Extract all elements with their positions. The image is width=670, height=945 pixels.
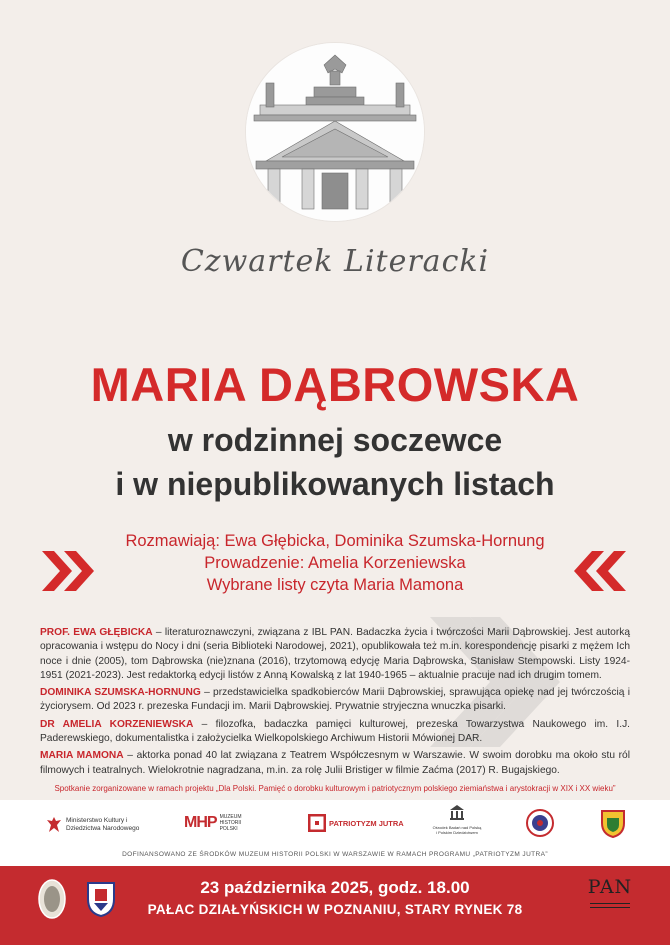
bio-name: DR AMELIA KORZENIEWSKA: [40, 718, 194, 730]
bio-paragraph: [40, 686, 630, 715]
bio-paragraph: [40, 626, 630, 683]
event-date: 23 października 2025, godz. 18.00: [200, 878, 470, 897]
mhp-text: MUZEUM HISTORII POLSKI: [219, 814, 242, 832]
patriotyzm-jutra-logo: [308, 814, 404, 832]
event-subtitle-line-1: w rodzinnej soczewce: [167, 422, 503, 458]
ministry-logo-text: Ministerstwo Kultury i Dziedzictwa Narodowego: [66, 817, 140, 832]
bio-text: – aktorka ponad 40 lat związana z Teatrem Współczesnym w Warszawie. W swoim dorobku ma około stu ról filmowych i teatralnych. Wielokrotnie nagradzana, m.in. za rolę Julii Bristiger w filmie Zaćma (2017) R. Bugajskiego.: [40, 750, 630, 776]
seal-icon: [526, 809, 554, 837]
coat-of-arms-icon: [600, 808, 626, 838]
bio-name: DOMINIKA SZUMSKA-HORNUNG: [40, 687, 201, 699]
pan-logo: [585, 876, 635, 916]
pan-underline-icon: [590, 901, 630, 911]
building-icon: [449, 804, 465, 820]
bio-text: – filozofka, badaczka pamięci kulturowej, prezeska Towarzystwa Naukowego im. I.J. Paderewskiego, dokumentalistka i założycielka Wielkopolskiego Archiwum Historii Mówionej DAR.: [40, 718, 630, 745]
osrodek-badan-logo: [432, 804, 482, 835]
eagle-emblem-icon: [46, 816, 62, 834]
bio-paragraph: [40, 749, 630, 778]
mhp-letters: MHP: [184, 814, 217, 831]
bio-paragraph: [40, 718, 630, 747]
crest-logo: [600, 808, 626, 843]
reader-line: Wybrane listy czyta Maria Mamona: [206, 576, 464, 594]
pan-wordmark: PAN: [587, 876, 633, 898]
palace-pediment-illustration: [246, 43, 424, 221]
patriotyzm-emblem-icon: [308, 814, 326, 832]
series-title: Czwartek Literacki: [180, 244, 490, 279]
event-title: MARIA DĄBROWSKA: [90, 358, 580, 411]
event-subtitle-line-2: i w niepublikowanych listach: [115, 466, 555, 502]
speakers-line: Rozmawiają: Ewa Głębicka, Dominika Szumska-Hornung: [125, 532, 545, 550]
event-venue: PAŁAC DZIAŁYŃSKICH W POZNANIU, STARY RYNEK 78: [147, 902, 523, 917]
bio-name: MARIA MAMONA: [40, 750, 124, 762]
bio-name: PROF. EWA GŁĘBICKA: [40, 627, 153, 638]
bio-text: – przedstawicielka spadkobierców Marii Dąbrowskiej, sprawująca opiekę nad jej twórczością i życiorysem. Od 2023 r. prezeska Fundacji im. Marii Dąbrowskiej. Prywatnie stryjeczna wnuczka pisarki.: [40, 687, 630, 713]
society-seal-logo: [526, 809, 554, 842]
ministry-logo: [46, 816, 152, 834]
mhp-logo: [184, 814, 250, 832]
funding-note: DOFINANSOWANO ZE ŚRODKÓW MUZEUM HISTORII POLSKI W WARSZAWIE W RAMACH PROGRAMU „PATRIOTYZM JUTRA”: [122, 851, 548, 858]
host-line: Prowadzenie: Amelia Korzeniewska: [204, 554, 466, 572]
patriotyzm-text: PATRIOTYZM JUTRA: [329, 818, 404, 828]
footer-band: [0, 866, 670, 945]
biographies: [40, 626, 630, 781]
project-note: Spotkanie zorganizowane w ramach projektu „Dla Polski. Pamięć o dorobku kulturowym i patriotycznym polskiego ziemiaństwa i arystokracji w XIX i XX wieku”: [54, 784, 616, 793]
bio-text: – literaturoznawczyni, związana z IBL PAN. Badaczka życia i twórczości Marii Dąbrowskiej. Jest autorką opracowania i wstępu do Nocy i dni (seria Biblioteki Narodowej, 2021), opublikowała też m.in. korespondencję pisarki z mężem Ich noce i dnie (2005), tom Dąbrowska (nie)znana (2016), trzytomową edycję Maria Dąbrowska, Stanisław Stempowski. Listy 1924-1951 (2021-2023). Jest redaktorką edycji listów z Anną Kowalską z lat 1940-1965 – aktualnie pracuje nad ich drugim tomem.: [40, 627, 630, 681]
osrodek-text: Ośrodek Badań nad Polską i Polskim Dziedzictwem: [432, 825, 482, 835]
